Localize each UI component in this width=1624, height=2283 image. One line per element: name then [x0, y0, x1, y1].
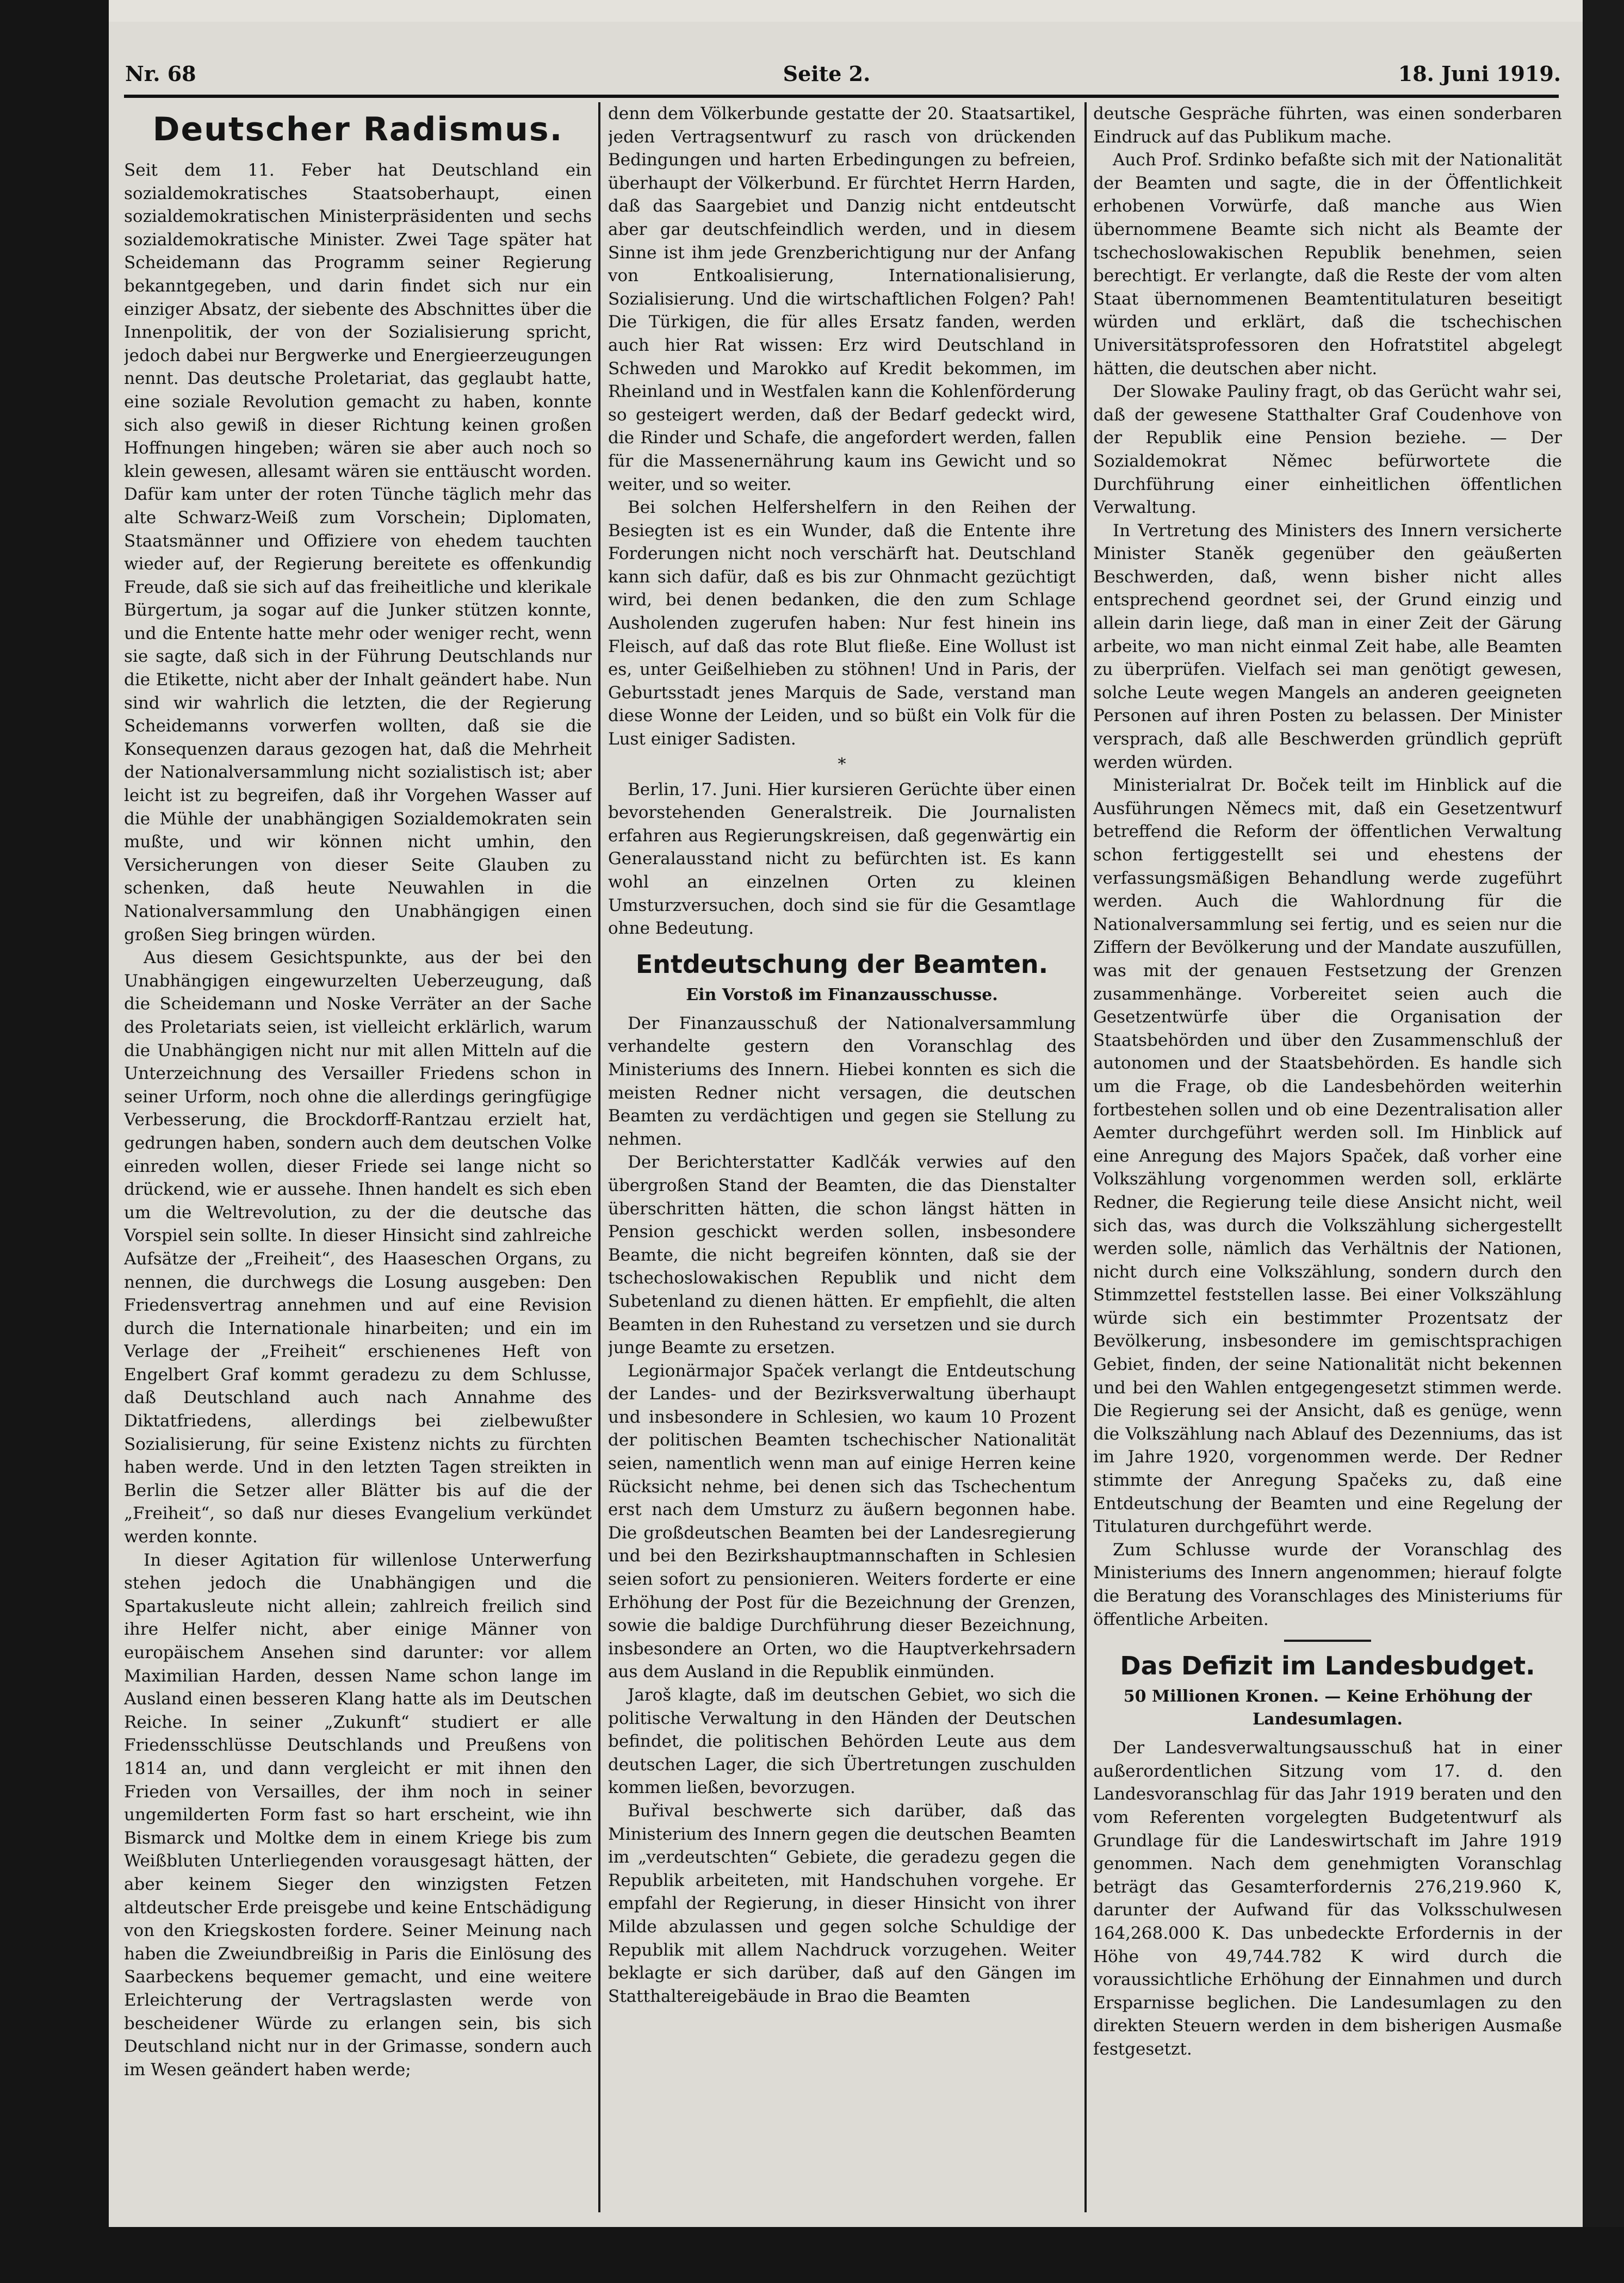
column-rule-1 [598, 102, 600, 2212]
column-rule-2 [1084, 102, 1087, 2212]
article-paragraph: Der Slowake Pauliny fragt, ob das Gerücht wahr sei, daß der gewesene Statthalter Graf Coudenhove von der Republik eine Pension beziehe. — Der Sozialdemokrat Němec befürwortete die Durchführung einer einheitlichen öffentlichen Verwaltung. [1093, 382, 1562, 518]
scan-border-left [0, 0, 109, 2283]
column-2 [608, 102, 1076, 2212]
article-headline: Das Defizit im Landesbudget. [1120, 1651, 1535, 1681]
article-paragraph: Aus diesem Gesichtspunkte, aus der bei den Unabhängigen eingewurzelten Ueberzeugung, daß die Scheidemann und Noske Verräter an der Sache des Proletariats seien, ist vielleicht erklärlich, warum die Unabhängigen nicht nur mit allen Mitteln auf die Unterzeichnung des Versailler Friedens schon in seiner Urform, noch ohne die allerdings geringfügige Verbesserung, die Brockdorff-Rantzau erzielt hat, gedrungen haben, sondern auch dem deutschen Volke einreden wollen, dieser Friede sei lange nicht so drückend, wie er aussehe. Ihnen handelt es sich eben um die Weltrevolution, zu der die deutsche das Vorspiel sein sollte. In dieser Hinsicht sind zahlreiche Aufsätze der „Freiheit“, des Haaseschen Organs, zu nennen, die durchwegs die Losung ausgeben: Den Friedensvertrag annehmen und auf eine Revision durch die Internationale hinarbeiten; und ein im Verlage der „Freiheit“ erschienenes Heft von Engelbert Graf kommt geradezu zu dem Schlusse, daß Deutschland auch nach Annahme des Diktatfriedens, allerdings bei zielbewußter Sozialisierung, für seine Existenz nichts zu fürchten haben werde. Und in den letzten Tagen streikten in Berlin die Setzer aller Blätter bis auf die der „Freiheit“, so daß nur dieses Evangelium verkündet werden konnte. [124, 948, 592, 1547]
article-paragraph: Bei solchen Helfershelfern in den Reihen der Besiegten ist es ein Wunder, daß die Entente ihre Forderungen nicht noch verschärft hat. Deutschland kann sich dafür, daß es bis zur Ohnmacht gezüchtigt wird, bei denen bedanken, die den zum Schlage Ausholenden zugerufen haben: Nur fest hinein ins Fleisch, auf daß das rote Blut fließe. Eine Wollust ist es, unter Geißelhieben zu stöhnen! Und in Paris, der Geburtsstadt jenes Marquis de Sade, verstand man diese Wonne der Leiden, und so büßt ein Volk für die Lust einiger Sadisten. [608, 498, 1076, 749]
article-paragraph: Legionärmajor Spaček verlangt die Entdeutschung der Landes- und der Bezirksverwaltung überhaupt und insbesondere in Schlesien, wo kaum 10 Prozent der politischen Beamten tschechischer Nationalität seien, namentlich wenn man auf einige Herren keine Rücksicht nehme, bei denen sich das Tschechentum erst nach dem Umsturz zu äußern begonnen habe. Die großdeutschen Beamten bei der Landesregierung und bei den Bezirkshauptmannschaften in Schlesien seien sofort zu pensionieren. Weiters forderte er eine Erhöhung der Post für die Bezeichnung der Grenzen, sowie die baldige Durchführung dieser Bezeichnung, insbesondere an Orten, wo die Hauptverkehrsadern aus dem Ausland in die Republik einmünden. [608, 1361, 1076, 1682]
article-paragraph: Der Berichterstatter Kadlčák verwies auf den übergroßen Stand der Beamten, die das Dienstalter überschritten hätten, die schon längst hätten in Pension geschickt werden sollen, insbesondere Beamte, die nicht begreifen könnten, daß sie der tschechoslowakischen Republik und nicht dem Subetenland zu dienen hätten. Er empfiehlt, die alten Beamten in den Ruhestand zu versetzen und sie durch junge Beamte zu ersetzen. [608, 1152, 1076, 1358]
article-paragraph: Der Finanzausschuß der Nationalversammlung verhandelte gestern den Voranschlag des Ministeriums des Innern. Hiebei konnten es sich die meisten Redner nicht versagen, die deutschen Beamten zu verdächtigen und gegen sie Stellung zu nehmen. [608, 1013, 1076, 1149]
article-paragraph: Seit dem 11. Feber hat Deutschland ein sozialdemokratisches Staatsoberhaupt, einen sozialdemokratischen Ministerpräsidenten und sechs sozialdemokratische Minister. Zwei Tage später hat Scheidemann das Programm seiner Regierung bekanntgegeben, und darin findet sich nur ein einziger Absatz, der siebente des Abschnittes über die Innenpolitik, der von der Sozialisierung spricht, jedoch dabei nur Bergwerke und Energieerzeugungen nennt. Das deutsche Proletariat, das geglaubt hatte, eine soziale Revolution gemacht zu haben, konnte sich also gewiß in dieser Richtung keinen großen Hoffnungen hingeben; wären sie aber auch noch so klein gewesen, allesamt wären sie enttäuscht worden. Dafür kam unter der roten Tünche täglich mehr das alte Schwarz-Weiß zum Vorschein; Diplomaten, Staatsmänner und Offiziere von ehedem tauchten wieder auf, der Regierung bereitete es offenkundig Freude, daß sie sich auf das freiheitliche und klerikale Bürgertum, ja sogar auf die Junker stützen konnte, und die Entente hatte mehr oder weniger recht, wenn sie sagte, daß sich in der Führung Deutschlands nur die Etikette, nicht aber der Inhalt geändert habe. Nun sind wir wahrlich die letzten, die der Regierung Scheidemanns vorwerfen wollten, daß sie die Konsequenzen daraus gezogen hat, daß die Mehrheit der Nationalversammlung nicht sozialistisch ist; aber leicht ist zu begreifen, daß ihr Vorgehen Wasser auf die Mühle der unabhängigen Sozialdemokraten sein mußte, und wir können nicht umhin, den Versicherungen von dieser Seite Glauben zu schenken, daß heute Neuwahlen in die Nationalversammlung den Unabhängigen einen großen Sieg bringen würden. [124, 160, 592, 945]
scan-border-bottom [0, 2227, 1624, 2283]
section-divider [1284, 1640, 1371, 1642]
article-paragraph: Jaroš klagte, daß im deutschen Gebiet, wo sich die politische Verwaltung in den Händen der Deutschen befindet, die politischen Behörden Leute aus dem deutschen Lager, die sich Übertretungen zuschulden kommen ließen, bevorzugen. [608, 1685, 1076, 1798]
column-3 [1093, 102, 1562, 2212]
column-1 [124, 102, 592, 2212]
article-subhead: 50 Millionen Kronen. — Keine Erhöhung der Landesumlagen. [1123, 1687, 1532, 1729]
separator-star: * [838, 754, 846, 774]
article-paragraph: In Vertretung des Ministers des Innern versicherte Minister Staněk gegenüber den geäußerten Beschwerden, daß, wenn bisher nicht alles entsprechend geordnet sei, der Grund einzig und allein darin liege, daß man in einer Zeit der Gärung arbeite, wo man nicht einmal Zeit habe, alle Beamten zu überprüfen. Vielfach sei man genötigt gewesen, solche Leute wegen Mangels an anderen geeigneten Personen auf ihren Posten zu belassen. Der Minister versprach, daß alle Beschwerden gründlich geprüft werden würden. [1093, 520, 1562, 772]
article-paragraph: Ministerialrat Dr. Boček teilt im Hinblick auf die Ausführungen Němecs mit, daß ein Gesetzentwurf betreffend die Reform der öffentlichen Verwaltung schon fertiggestellt sei und ehestens der verfassungsmäßigen Behandlung werde zugeführt werden. Auch die Wahlordnung für die Nationalversammlung sei fertig, und es seien nur die Ziffern der Bevölkerung und der Mandate auszufüllen, was mit der genauen Festsetzung der Grenzen zusammenhänge. Vorbereitet seien auch die Gesetzentwürfe über die Organisation der Staatsbehörden und über den Zusammenschluß der autonomen und der Staatsbehörden. Es handle sich um die Frage, ob die Landesbehörden weiterhin fortbestehen sollen und ob eine Dezentralisation aller Aemter durchgeführt werden soll. Im Hinblick auf eine Anregung des Majors Spaček, daß vorher eine Volkszählung vorgenommen werden soll, erklärte Redner, die Regierung teile diese Ansicht nicht, weil sich das, was durch die Volkszählung sichergestellt werden solle, nämlich das Verhältnis der Nationen, nicht durch eine Volkszählung, sondern durch den Stimmzettel feststellen lasse. Bei einer Volkszählung würde sich ein bestimmter Prozentsatz der Bevölkerung, insbesondere im gemischtsprachigen Gebiet, finden, der seine Nationalität nicht bekennen und bei den Wahlen entgegengesetzt stimmen werde. Die Regierung sei der Ansicht, daß es genüge, wenn die Volkszählung nach Ablauf des Dezenniums, das ist im Jahre 1920, vorgenommen werde. Der Redner stimmte der Anregung Spačeks zu, daß eine Entdeutschung der Beamten und eine Regelung der Titulaturen durchgeführt werde. [1093, 776, 1562, 1537]
article-headline: Entdeutschung der Beamten. [635, 949, 1049, 979]
article-headline: Deutscher Radismus. [152, 110, 563, 148]
article-paragraph: Auch Prof. Srdinko befaßte sich mit der Nationalität der Beamten und sagte, die in der Öffentlichkeit erhobenen Vorwürfe, daß manche aus Wien übernommene Beamte sich nicht als Beamte der tschechoslowakischen Republik benehmen, seien berechtigt. Er verlangte, daß die Reste der vom alten Staat übernommenen Beamtentitulaturen beseitigt würden und erklärt, daß die tschechischen Universitätsprofessoren den Hofratstitel abgelegt hätten, die deutschen aber nicht. [1093, 150, 1562, 379]
scan-border-right [1583, 0, 1624, 2283]
article-paragraph: deutsche Gespräche führten, was einen sonderbaren Eindruck auf das Publikum mache. [1093, 104, 1562, 147]
page-number: Seite 2. [783, 61, 871, 86]
issue-date: 18. Juni 1919. [1398, 61, 1561, 86]
article-paragraph: denn dem Völkerbunde gestatte der 20. Staatsartikel, jeden Vertragsentwurf zu rasch von drückenden Bedingungen und harten Erbedingungen zu befreien, überhaupt der Völkerbund. Er fürchtet Herrn Harden, daß das Saargebiet und Danzig nicht entdeutscht aber gar deutschfeindlich werden, und in diesem Sinne ist ihm jede Grenzberichtigung nur der Anfang von Entkoalisierung, Internationalisierung, Sozialisierung. Und die wirtschaftlichen Folgen? Pah! Die Türkigen, die für alles Ersatz fanden, werden auch hier Rat wissen: Erz wird Deutschland in Schweden und Marokko auf Kredit bekommen, im Rheinland und in Westfalen kann die Kohlenförderung so gesteigert werden, daß der Bedarf gedeckt wird, die Rinder und Schafe, die angefordert werden, fallen für die Massenernährung kaum ins Gewicht und so weiter, und so weiter. [608, 104, 1076, 494]
issue-number: Nr. 68 [125, 61, 196, 86]
article-paragraph: In dieser Agitation für willenlose Unterwerfung stehen jedoch die Unabhängigen und die Spartakusleute nicht allein; zahlreich freilich sind ihre Helfer nicht, aber einige Männer von europäischem Ansehen sind darunter: vor allem Maximilian Harden, dessen Name schon lange im Ausland einen besseren Klang hatte als im Deutschen Reiche. In seiner „Zukunft“ studiert er alle Friedensschlüsse Deutschlands und Preußens von 1814 an, und dann vergleicht er mit ihnen den Frieden von Versailles, der ihm noch in seiner ungemilderten Form fast so hart erscheint, wie ihn Bismarck und Moltke dem in einem Kriege bis zum Weißbluten Unterliegenden vorausgesagt hätten, der aber keinem Sieger den winzigsten Fetzen altdeutscher Erde preisgebe und keine Entschädigung von den Kriegskosten fordere. Seiner Meinung nach haben die Zweiundbreißig in Paris die Einlösung des Saarbeckens bequemer gemacht, und eine weitere Erleichterung der Vertragslasten werde von bescheidener Würde zu erlangen sein, bis sich Deutschland nicht nur in der Grimasse, sondern auch im Wesen geändert haben werde; [124, 1550, 592, 2080]
page-header [125, 54, 1561, 92]
article-paragraph: Zum Schlusse wurde der Voranschlag des Ministeriums des Innern angenommen; hierauf folgte die Beratung des Voranschlages des Ministeriums für öffentliche Arbeiten. [1093, 1540, 1562, 1629]
news-item: Berlin, 17. Juni. Hier kursieren Gerüchte über einen bevorstehenden Generalstreik. Die Journalisten erfahren aus Regierungskreisen, daß gegenwärtig ein Generalausstand nicht zu befürchten ist. Es kann wohl an einzelnen Orten zu kleinen Umsturzversuchen, doch sind sie für die Gesamtlage ohne Bedeutung. [608, 779, 1076, 939]
article-subhead: Ein Vorstoß im Finanzausschusse. [686, 985, 998, 1004]
article-paragraph: Der Landesverwaltungsausschuß hat in einer außerordentlichen Sitzung vom 17. d. den Landesvoranschlag für das Jahr 1919 beraten und den vom Referenten vorgelegten Budgetentwurf als Grundlage für die Landeswirtschaft im Jahre 1919 genommen. Nach dem genehmigten Voranschlag beträgt das Gesamterfordernis 276,219.960 K, darunter der Aufwand für das Volksschulwesen 164,268.000 K. Das unbedeckte Erfordernis in der Höhe von 49,744.782 K wird durch die voraussichtliche Erhöhung der Einnahmen und durch Ersparnisse beglichen. Die Landesumlagen zu den direkten Steuern werden in dem bisherigen Ausmaße festgesetzt. [1093, 1738, 1562, 2059]
article-paragraph: Buřival beschwerte sich darüber, daß das Ministerium des Innern gegen die deutschen Beamten im „verdeutschten“ Gebiete, die geradezu gegen die Republik arbeiteten, mit Handschuhen vorgehe. Er empfahl der Regierung, in dieser Hinsicht von ihrer Milde abzulassen und gegen solche Schuldige der Republik mit allem Nachdruck vorzugehen. Weiter beklagte er sich darüber, daß auf den Gängen im Statthaltereigebäude in Brao die Beamten [608, 1801, 1076, 2006]
header-rule [124, 95, 1559, 98]
